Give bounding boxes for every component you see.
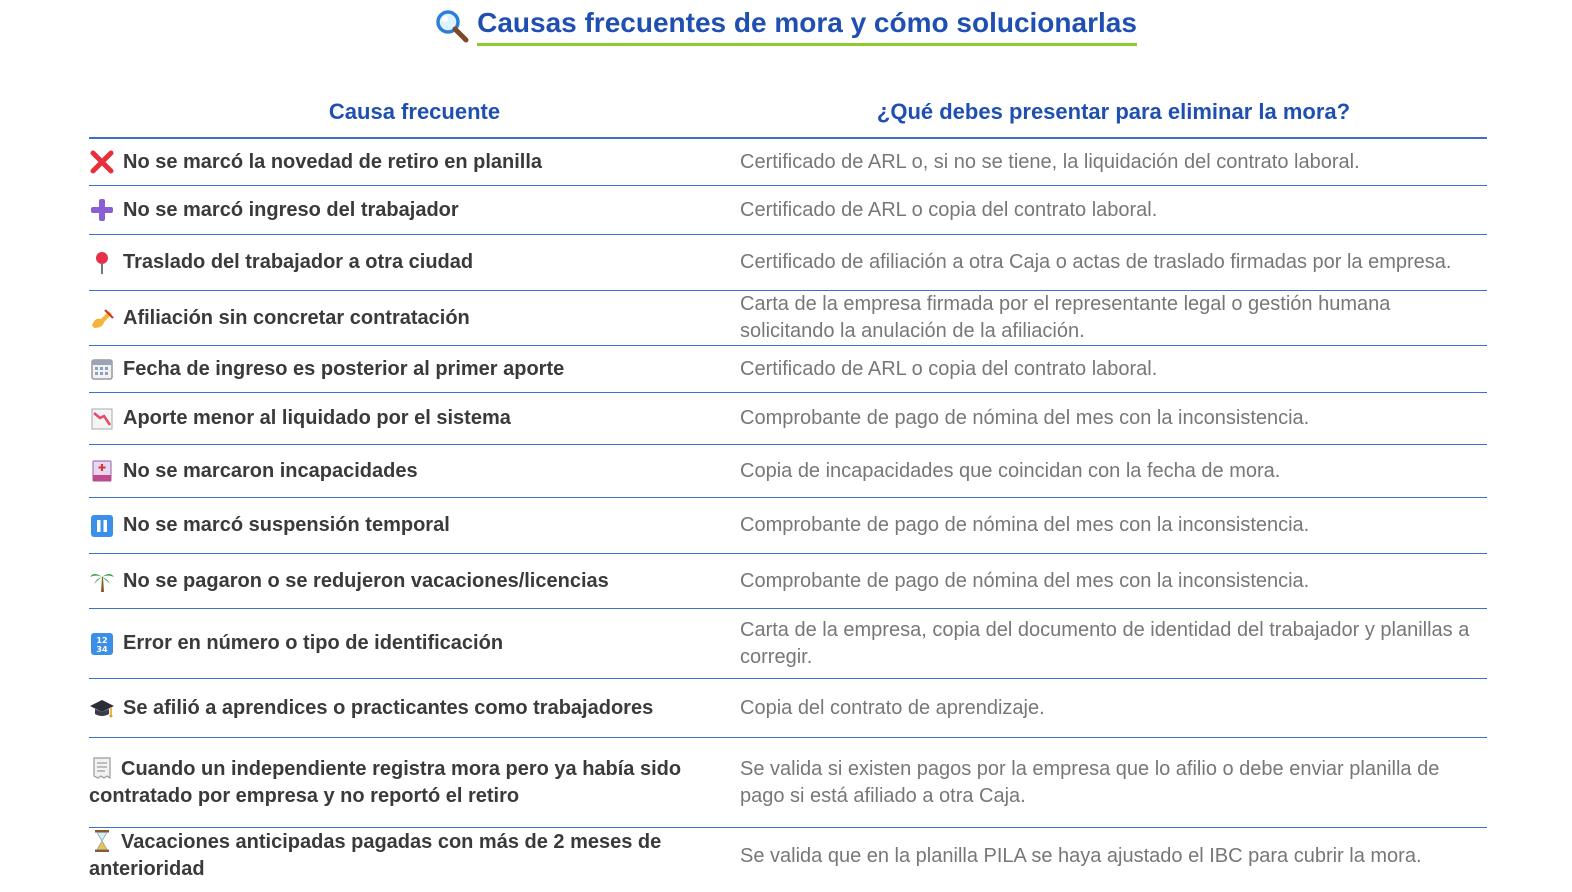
cause-text: Cuando un independiente registra mora pero ya había sido contratado por empresa y no reportó el retiro: [89, 757, 682, 807]
chart-decreasing-icon: [89, 406, 115, 432]
table-row: [89, 498, 1487, 554]
solution-text: Certificado de ARL o, si no se tiene, la liquidación del contrato laboral.: [740, 150, 1360, 173]
table-header: [89, 87, 1487, 139]
title-bar: [0, 6, 1572, 46]
plus-icon: [89, 197, 115, 223]
solution-text: Copia de incapacidades que coincidan con la fecha de mora.: [740, 459, 1281, 482]
table-row: [89, 609, 1487, 679]
cause-text: Aporte menor al liquidado por el sistema: [123, 407, 511, 429]
table-row: [89, 291, 1487, 346]
solution-text: Certificado de ARL o copia del contrato laboral.: [740, 357, 1158, 380]
pause-icon: [89, 513, 115, 539]
solution-text: Comprobante de pago de nómina del mes con la inconsistencia.: [740, 569, 1310, 592]
cause-text: Traslado del trabajador a otra ciudad: [123, 251, 474, 273]
cause-text: No se pagaron o se redujeron vacaciones/licencias: [123, 569, 609, 592]
table-row: [89, 679, 1487, 738]
header-cause: Causa frecuente: [328, 99, 501, 124]
pushpin-icon: [89, 250, 115, 276]
table-row: [89, 139, 1487, 186]
solution-text: Certificado de ARL o copia del contrato laboral.: [740, 198, 1158, 221]
cause-text: Afiliación sin concretar contratación: [123, 306, 470, 329]
table-row: [89, 186, 1487, 235]
solution-text: Se valida si existen pagos por la empresa que lo afilio o debe enviar planilla de pago si está afiliado a otra Caja.: [740, 757, 1440, 807]
cross-mark-icon: [89, 149, 115, 175]
solution-text: Comprobante de pago de nómina del mes con la inconsistencia.: [740, 407, 1310, 429]
palm-tree-icon: [89, 568, 115, 594]
cause-text: Fecha de ingreso es posterior al primer aporte: [123, 357, 565, 380]
table-row: [89, 346, 1487, 393]
writing-hand-icon: [89, 305, 115, 331]
causes-table: [89, 87, 1487, 884]
cause-text: Se afilió a aprendices o practicantes como trabajadores: [123, 696, 654, 719]
solution-text: Carta de la empresa, copia del documento de identidad del trabajador y planillas a corregir.: [740, 618, 1470, 668]
page-title: Causas frecuentes de mora y cómo solucionarlas: [477, 6, 1137, 46]
cause-text: Error en número o tipo de identificación: [123, 632, 504, 654]
cause-text: Vacaciones anticipadas pagadas con más de 2 meses de anterioridad: [89, 831, 662, 880]
magnifying-glass-icon: [435, 9, 469, 43]
cause-text: No se marcó suspensión temporal: [123, 514, 450, 536]
solution-text: Carta de la empresa firmada por el representante legal o gestión humana solicitando la anulación de la afiliación.: [740, 293, 1391, 342]
solution-text: Se valida que en la planilla PILA se haya ajustado el IBC para cubrir la mora.: [740, 844, 1422, 867]
cause-text: No se marcaron incapacidades: [123, 459, 418, 482]
hourglass-icon: [89, 830, 115, 852]
header-solution: ¿Qué debes presentar para eliminar la mora?: [876, 99, 1351, 124]
table-row: [89, 393, 1487, 445]
svg-text:34: 34: [96, 644, 108, 654]
graduation-cap-icon: [89, 695, 115, 721]
svg-text:12: 12: [96, 635, 108, 645]
table-row: [89, 738, 1487, 828]
receipt-icon: [89, 757, 115, 779]
table-row: [89, 445, 1487, 498]
medical-document-icon: [89, 458, 115, 484]
calendar-icon: [89, 356, 115, 382]
table-row: [89, 554, 1487, 609]
table-row: [89, 235, 1487, 291]
solution-text: Certificado de afiliación a otra Caja o actas de traslado firmadas por la empresa.: [740, 251, 1452, 273]
numbers-icon: [89, 631, 115, 657]
table-row: [89, 828, 1487, 884]
cause-text: No se marcó la novedad de retiro en planilla: [123, 150, 543, 173]
solution-text: Copia del contrato de aprendizaje.: [740, 696, 1045, 719]
cause-text: No se marcó ingreso del trabajador: [123, 198, 459, 221]
solution-text: Comprobante de pago de nómina del mes con la inconsistencia.: [740, 514, 1310, 536]
